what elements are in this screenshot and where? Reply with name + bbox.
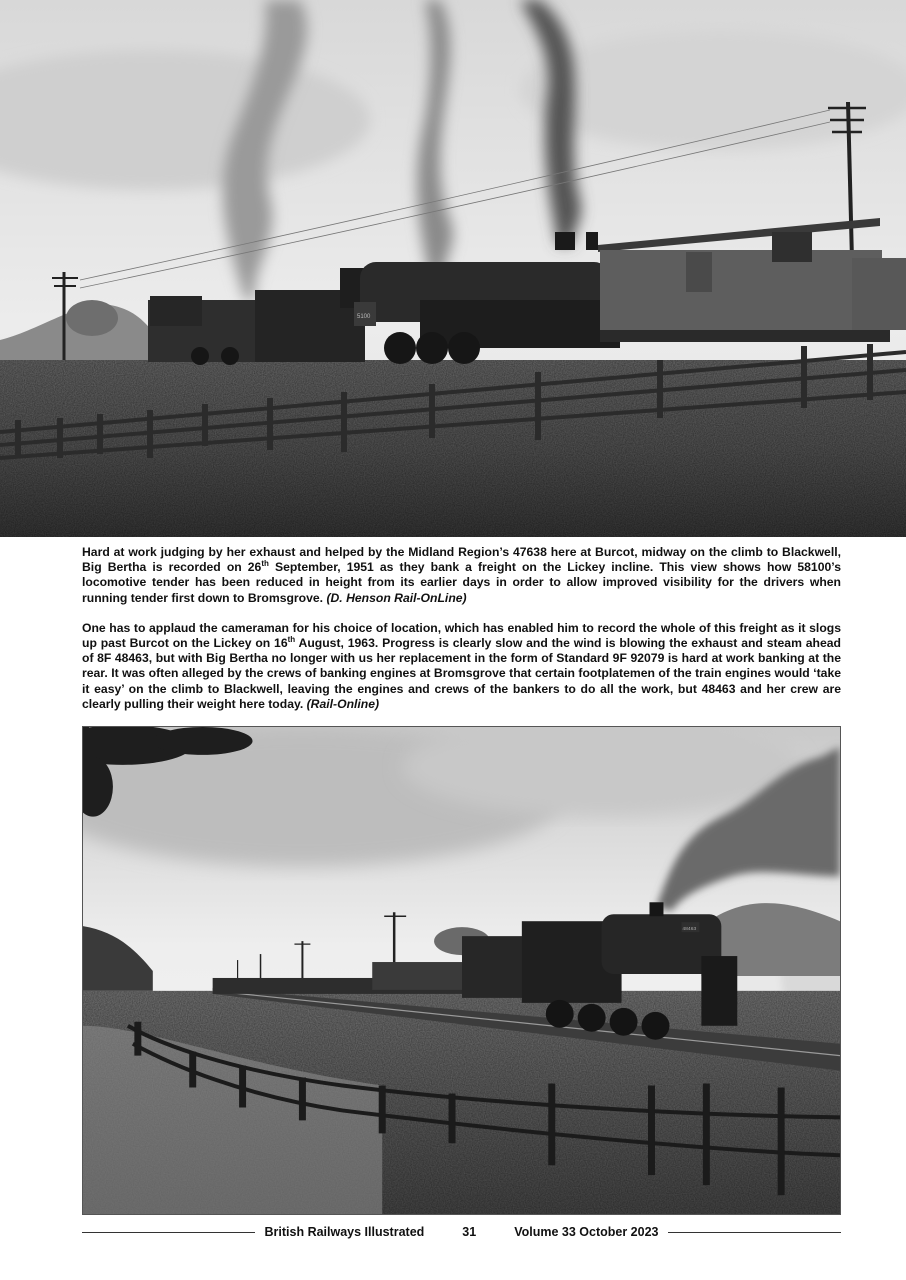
- caption-1-text-b: September, 1951 as they bank a freight on the Lickey incline. This view shows how 58100’s locomotive tender has been reduced in height from its earlier days in order to allow improved visibility for the drivers when running tender first down to Bromsgrove.: [82, 560, 841, 605]
- bottom-smokebox-number: 48463: [682, 926, 697, 933]
- bottom-photo-scene: [83, 727, 840, 1214]
- footer-rule-left: [82, 1232, 255, 1233]
- caption-2-text-b: August, 1963. Progress is clearly slow and the wind is blowing the exhaust and steam ahead of 8F 48463, but with Big Bertha no longer with us her replacement in the form of Standard 9F 92079 is hard at work banking at the rear. It was often alleged by the crews of banking engines at Bromsgrove that certain footplatemen of the train engines would ‘take it easy’ on the climb to Blackwell, leaving the engines and crews of the bankers to do all the work, but 48463 and her crew are clearly pulling their weight here today.: [82, 636, 841, 711]
- top-photo-scene: [0, 0, 906, 537]
- caption-bottom-photo: [82, 621, 841, 712]
- issue-label: Volume 33 October 2023: [514, 1225, 659, 1239]
- publication-title: British Railways Illustrated: [264, 1225, 425, 1239]
- photo-credit-bottom: (Rail-Online): [306, 696, 380, 711]
- caption-1-ordinal: th: [261, 559, 269, 569]
- caption-1-text-a: Hard at work judging by her exhaust and helped by the Midland Region’s 47638 here at Burcot, midway on the climb to Blackwell, Big Bertha is recorded on 26: [82, 545, 841, 575]
- bottom-photograph: [82, 726, 841, 1215]
- caption-2-ordinal: th: [287, 634, 296, 644]
- top-photograph: [0, 0, 906, 537]
- page-number: 31: [462, 1225, 477, 1239]
- caption-2-text-a: One has to applaud the cameraman for his choice of location, which has enabled him to record the whole of this freight as it slogs up past Burcot on the Lickey on 16: [82, 620, 841, 651]
- top-smokebox-number: 5100: [357, 314, 371, 320]
- caption-top-photo: [82, 545, 841, 606]
- footer-rule-right: [668, 1232, 841, 1233]
- caption-block: [82, 545, 841, 712]
- photo-credit-top: (D. Henson Rail-OnLine): [326, 590, 467, 605]
- page-footer: [82, 1223, 841, 1241]
